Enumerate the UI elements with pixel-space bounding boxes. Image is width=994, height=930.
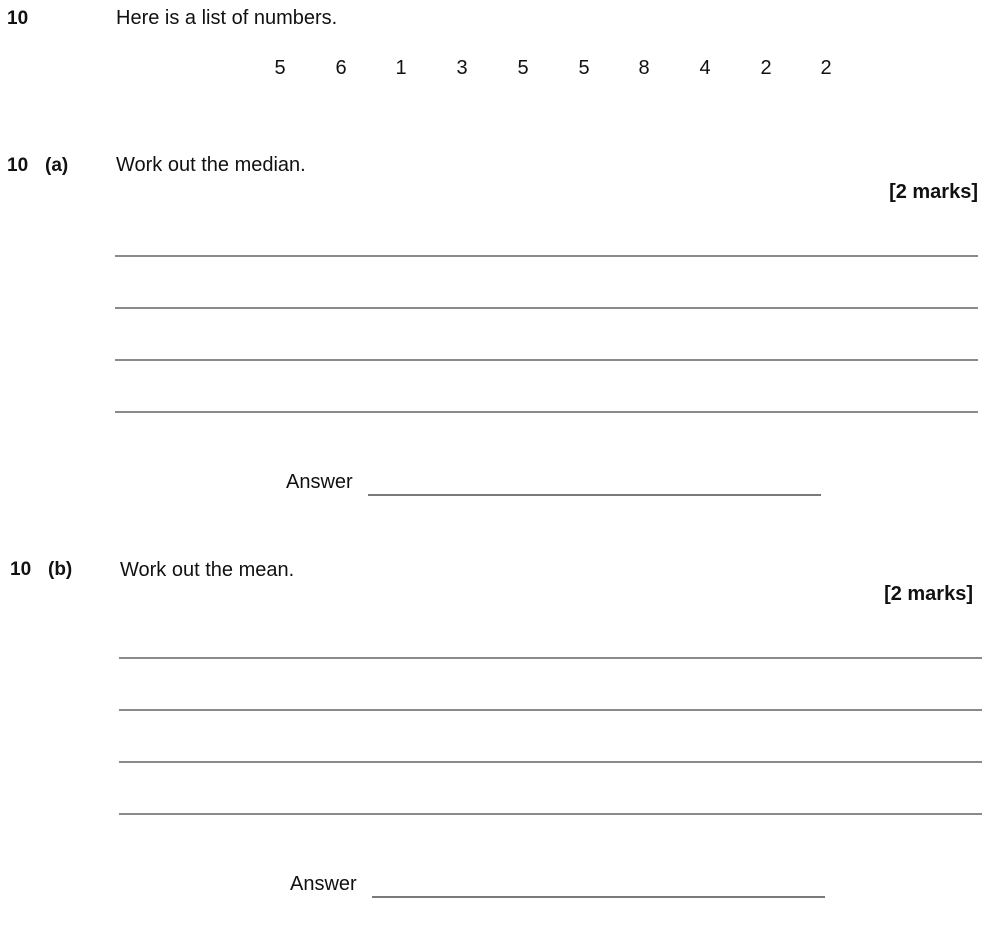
- working-line[interactable]: [115, 255, 978, 257]
- list-number: 2: [820, 57, 832, 79]
- list-number: 5: [517, 57, 529, 79]
- part-a-answer-label: Answer: [286, 471, 353, 493]
- list-number: 5: [274, 57, 286, 79]
- part-a-marks: [2 marks]: [889, 181, 978, 203]
- working-line[interactable]: [115, 359, 978, 361]
- list-number: 8: [638, 57, 650, 79]
- part-b-marks: [2 marks]: [884, 583, 973, 605]
- part-b-answer-line[interactable]: [372, 896, 825, 898]
- list-number: 4: [699, 57, 711, 79]
- list-number: 2: [760, 57, 772, 79]
- part-a-prompt: Work out the median.: [116, 154, 306, 176]
- question-stem: Here is a list of numbers.: [116, 7, 338, 29]
- working-line[interactable]: [119, 709, 982, 711]
- part-b-label: (b): [48, 559, 73, 580]
- part-b-number: 10: [10, 559, 32, 580]
- question-number: 10: [7, 8, 29, 29]
- working-line[interactable]: [119, 657, 982, 659]
- part-b-prompt: Work out the mean.: [120, 559, 295, 581]
- list-number: 5: [578, 57, 590, 79]
- working-line[interactable]: [115, 307, 978, 309]
- part-a-number: 10: [7, 155, 29, 176]
- list-number: 1: [395, 57, 407, 79]
- part-b-answer-label: Answer: [290, 873, 357, 895]
- list-number: 6: [335, 57, 347, 79]
- working-line[interactable]: [115, 411, 978, 413]
- part-a-label: (a): [45, 155, 69, 176]
- working-line[interactable]: [119, 813, 982, 815]
- working-line[interactable]: [119, 761, 982, 763]
- list-number: 3: [456, 57, 468, 79]
- part-a-answer-line[interactable]: [368, 494, 821, 496]
